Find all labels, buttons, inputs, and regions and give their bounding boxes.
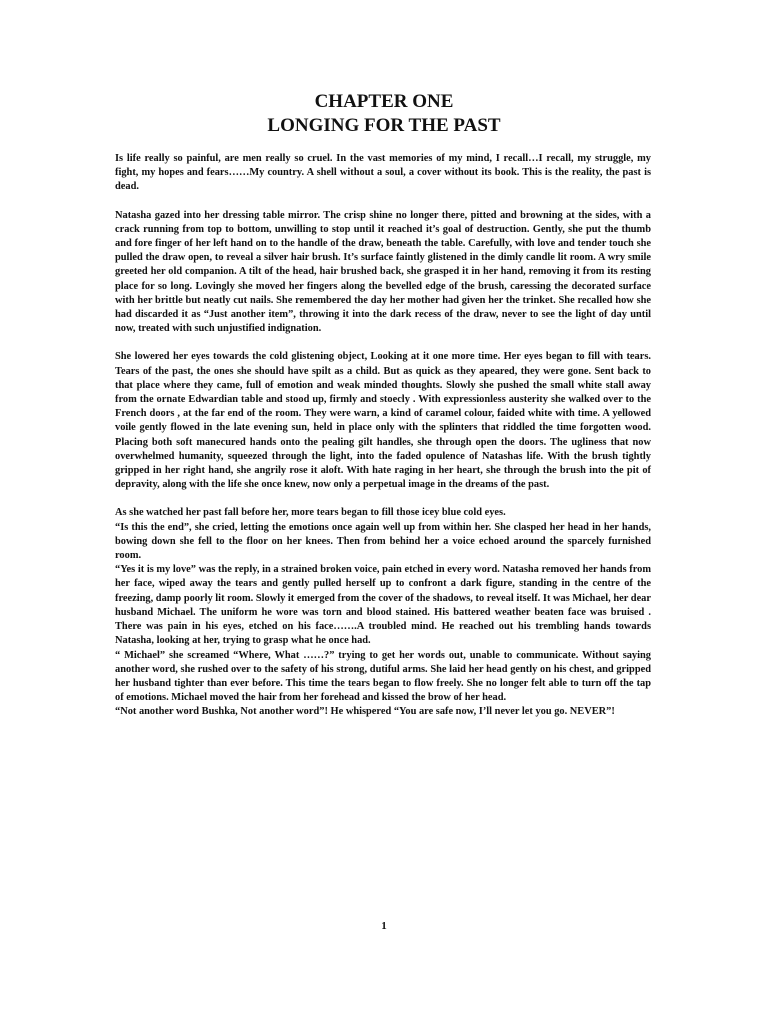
chapter-title: LONGING FOR THE PAST	[267, 115, 501, 136]
chapter-heading	[0, 90, 768, 138]
paragraph-michael: “Yes it is my love” was the reply, in a strained broken voice, pain etched in every word. Natasha removed her hands from her face, wiped away the tears and gently pulled herself up to confront a dark figure, standing in the centre of the freezing, damp poorly lit room. Slowly it emerged from the cover of the shadows, to reveal itself. It was Michael, her dear husband Michael. The uniform he wore was torn and blood stained. His battered weather beaten face was bruised . There was pain in his eyes, etched on his face…….A troubled mind. He reached out his trembling hands towards Natasha, looking at her, trying to grasp what he once had.	[115, 564, 651, 647]
paragraph-scream: “ Michael” she screamed “Where, What ……?” trying to get her words out, unable to communicate. Without saying another word, she rushed over to the safety of his strong, dutiful arms. She laid her head gently on his chest, and gripped her husband tighter than ever before. This time the tears began to flow freely. She no longer felt able to turn off the tap of emotions. Michael moved the hair from her forehead and kissed the brow of her head.	[115, 649, 651, 704]
chapter-label: CHAPTER ONE	[314, 91, 454, 112]
page-number: 1	[381, 920, 387, 932]
paragraph-end: “Is this the end”, she cried, letting the emotions once again well up from within her. She clasped her head in her hands, bowing down she fell to the floor on her knees. Then from behind her a voice echoed around the sparcely furnished room.	[115, 521, 651, 562]
paragraph-tears: She lowered her eyes towards the cold glistening object, Looking at it one more time. Her eyes began to fill with tears. Tears of the past, the ones she should have spilt as a child. But as quick as they apeared, they were gone. Sent back to that place where they came, full of emotion and weak minded thoughts. Slowly she pushed the small white stall away from the ornate Edwardian table and stood up, firmly and stoecly . With expressionless austerity she walked over to the French doors , at the far end of the room. They were warn, a kind of caramel colour, faided white with time. A yellowed voile gently flowed in the late evening sun, held in place only with the splinters that riddled the time forgotten wood. Placing both soft manecured hands onto the pealing gilt handles, she through open the doors. The ugliness that now overwhelmed humanity, squeezed through the light, into the faded opulence of Natashas life. With the brush tightly gripped in her right hand, she angrily rose it aloft. With hate raging in her heart, she through the brush into the pit of depravity, along with the life she once knew, now only a perpetual image in the dreams of the past.	[115, 351, 651, 491]
chapter-body	[115, 152, 651, 720]
paragraph-whisper: “Not another word Bushka, Not another word”! He whispered “You are safe now, I’ll never let you go. NEVER”!	[115, 706, 615, 718]
paragraph-watch: As she watched her past fall before her, more tears began to fill those icey blue cold eyes.	[115, 507, 506, 519]
paragraph-intro: Is life really so painful, are men really so cruel. In the vast memories of my mind, I recall…I recall, my struggle, my fight, my hopes and fears……My country. A shell without a soul, a cover without its book. This is the reality, the past is dead.	[115, 153, 651, 193]
paragraph-mirror: Natasha gazed into her dressing table mirror. The crisp shine no longer there, pitted and browning at the sides, with a crack running from top to bottom, unwilling to stop until it reached it’s goal of destruction. Gently, she put the thumb and fore finger of her left hand on to the handle of the draw, beneath the table. Carefully, with love and tender touch she pulled the draw open, to reveal a silver hair brush. It’s surface faintly glistened in the dimly candle lit room. A wry smile greeted her old companion. A tilt of the head, hair brushed back, she grasped it in her hand, removing it from its resting place for so long. Lovingly she moved her fingers along the bevelled edge of the brush, caressing the decorated surface with her brittle but neatly cut nails. She remembered the day her mother had given her the trinket. She recalled how she had discarded it as “Just another item”, throwing it into the dark recess of the draw, never to see the light of day until now, treated with such unjustified indignation.	[115, 209, 651, 335]
